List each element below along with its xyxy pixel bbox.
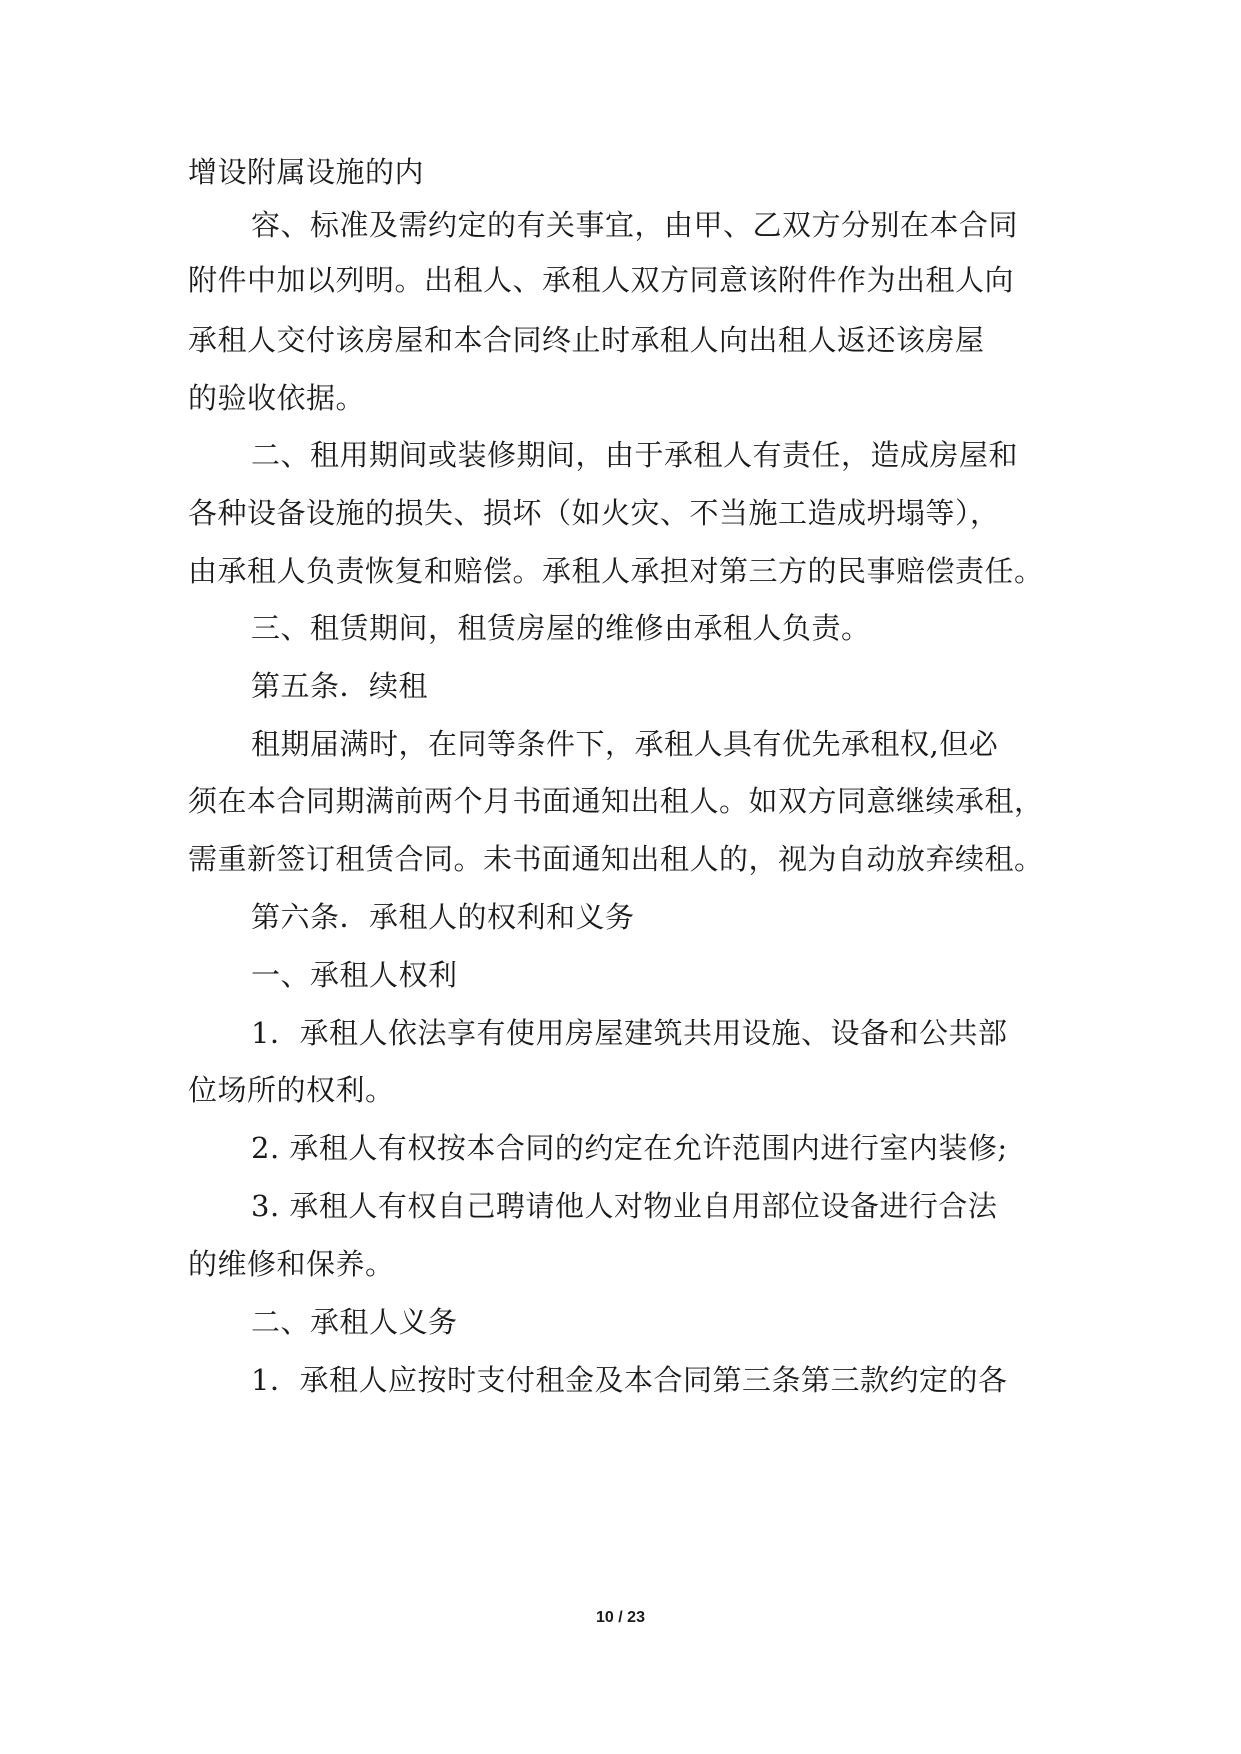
text-line-6: 二、租用期间或装修期间，由于承租人有责任，造成房屋和 [251, 438, 1019, 472]
subsection-heading-obligations: 二、承租人义务 [251, 1305, 458, 1339]
text-line-7: 各种设备设施的损失、损坏（如火灾、不当施工造成坍塌等）， [188, 496, 1000, 530]
text-line-22: 1．承租人应按时支付租金及本合同第三条第三款约定的各 [251, 1363, 1008, 1397]
text-line-17: 位场所的权利。 [188, 1073, 395, 1107]
text-line-3: 附件中加以列明。出租人、承租人双方同意该附件作为出租人向 [188, 263, 1015, 297]
text-line-5: 的验收依据。 [188, 381, 366, 415]
text-line-2: 容、标准及需约定的有关事宜，由甲、乙双方分别在本合同 [251, 208, 1019, 242]
text-line-20: 的维修和保养。 [188, 1247, 395, 1281]
text-line-18: 2. 承租人有权按本合同的约定在允许范围内进行室内装修; [251, 1131, 1008, 1165]
text-line-13: 需重新签订租赁合同。未书面通知出租人的，视为自动放弃续租。 [188, 842, 1044, 876]
text-line-19: 3. 承租人有权自己聘请他人对物业自用部位设备进行合法 [251, 1189, 998, 1223]
text-line-4: 承租人交付该房屋和本合同终止时承租人向出租人返还该房屋 [188, 323, 985, 357]
text-line-11: 租期届满时，在同等条件下，承租人具有优先承租权,但必 [251, 727, 999, 761]
section-heading-article-5: 第五条．续租 [251, 669, 429, 703]
text-line-9: 三、租赁期间，租赁房屋的维修由承租人负责。 [251, 611, 871, 645]
page-number: 10 / 23 [596, 1609, 645, 1626]
text-line-16: 1．承租人依法享有使用房屋建筑共用设施、设备和公共部 [251, 1016, 1008, 1050]
text-line-12: 须在本合同期满前两个月书面通知出租人。如双方同意继续承租， [188, 784, 1044, 818]
text-line-8: 由承租人负责恢复和赔偿。承租人承担对第三方的民事赔偿责任。 [188, 554, 1044, 588]
text-line-1: 增设附属设施的内 [188, 155, 425, 189]
subsection-heading-rights: 一、承租人权利 [251, 958, 458, 992]
section-heading-article-6: 第六条．承租人的权利和义务 [251, 900, 635, 934]
